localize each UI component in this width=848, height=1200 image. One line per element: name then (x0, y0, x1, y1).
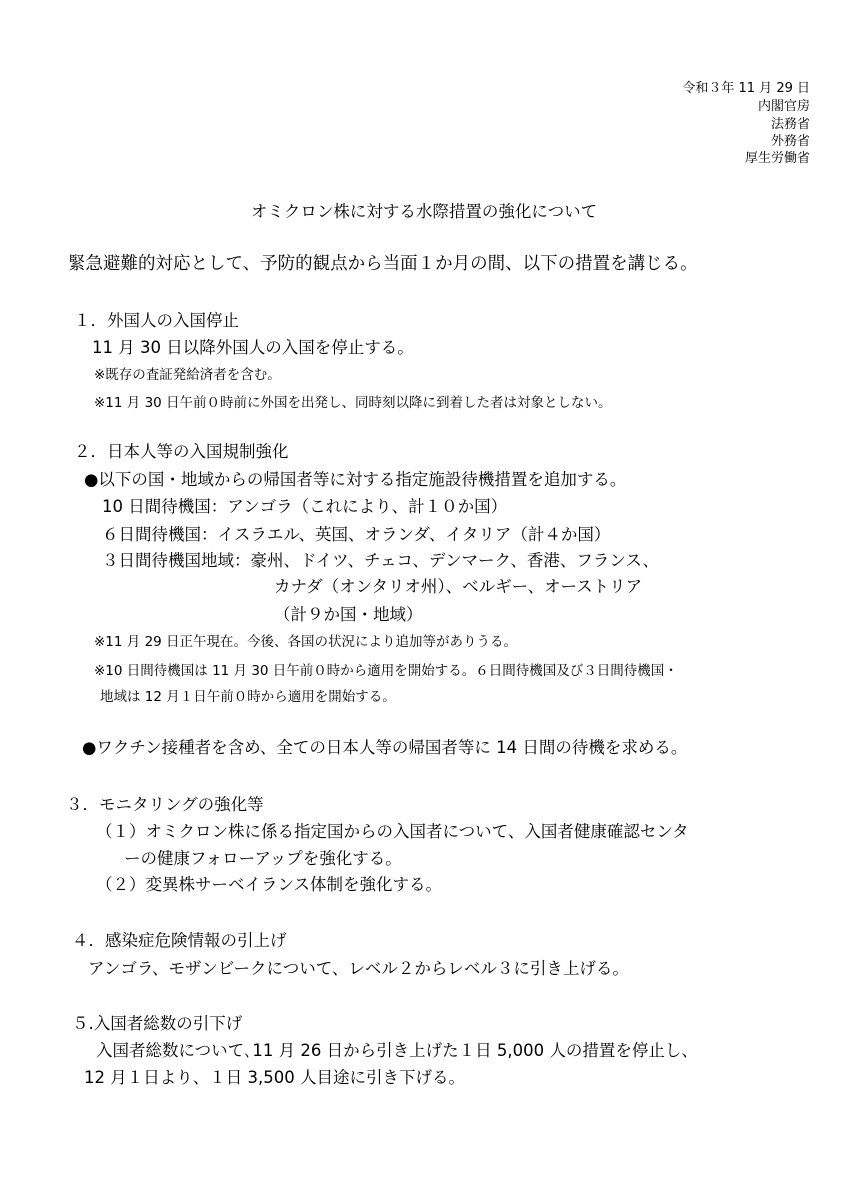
document-date: 令和３年 11 月 29 日 (682, 81, 810, 96)
section2-heading: ２．日本人等の入国規制強化 (74, 442, 289, 461)
section1-heading: １．外国人の入国停止 (74, 311, 239, 330)
section5-heading: ５.入国者総数の引下げ (72, 1014, 243, 1033)
document-title: オミクロン株に対する水際措置の強化について (250, 202, 598, 221)
section5-body-line2: 12 月１日より、１日 3,500 人目途に引き下げる。 (84, 1068, 465, 1087)
section1-note-2: ※11 月 30 日午前０時前に外国を出発し、同時刻以降に到着した者は対象としない。 (94, 395, 612, 411)
section3-item-1-line2: ーの健康フォローアップを強化する。 (124, 849, 402, 868)
section2-note-2-line2: 地域は 12 月１日午前０時から適用を開始する。 (100, 689, 396, 705)
section2-bullet-2: ●ワクチン接種者を含め、全ての日本人等の帰国者等に 14 日間の待機を求める。 (82, 738, 688, 757)
ministry-foreign-affairs: 外務省 (770, 134, 810, 149)
section4-heading: ４．感染症危険情報の引上げ (72, 931, 287, 950)
section2-3day-countries-3: （計９か国・地域） (274, 605, 423, 624)
section1-note-1: ※既存の査証発給済者を含む。 (94, 367, 281, 383)
section4-body: アンゴラ、モザンビークについて、レベル２からレベル３に引き上げる。 (88, 959, 629, 978)
section1-body: 11 月 30 日以降外国人の入国を停止する。 (92, 338, 414, 357)
section2-10day-countries: 10 日間待機国：アンゴラ（これにより、計１０か国） (102, 497, 508, 516)
section2-note-2-line1: ※10 日間待機国は 11 月 30 日午前０時から適用を開始する。６日間待機国及び３日間待機国・ (94, 663, 678, 679)
section2-3day-countries-1: ３日間待機国地域：豪州、ドイツ、チェコ、デンマーク、香港、フランス、 (102, 551, 659, 570)
intro-text: 緊急避難的対応として、予防的観点から当面１か月の間、以下の措置を講じる。 (68, 254, 698, 274)
section3-item-1-line1: （１）オミクロン株に係る指定国からの入国者について、入国者健康確認センタ (96, 822, 689, 841)
section5-body-line1: 入国者総数について､11 月 26 日から引き上げた１日 5,000 人の措置を停止し、 (96, 1041, 698, 1060)
section3-heading: ３．モニタリングの強化等 (66, 795, 264, 814)
ministry-health-labour: 厚生労働省 (744, 151, 810, 166)
section2-note-1: ※11 月 29 日正午現在。今後、各国の状況により追加等がありうる。 (94, 634, 518, 650)
section3-item-2: （２）変異株サーベイランス体制を強化する。 (96, 875, 443, 894)
section2-3day-countries-2: カナダ（オンタリオ州）、ベルギー、オーストリア (274, 577, 643, 596)
section2-6day-countries: ６日間待機国：イスラエル、英国、オランダ、イタリア（計４か国） (102, 525, 611, 544)
ministry-cabinet-secretariat: 内閣官房 (757, 99, 810, 114)
section2-bullet-1: ●以下の国・地域からの帰国者等に対する指定施設待機措置を追加する。 (84, 470, 627, 489)
ministry-justice: 法務省 (770, 117, 810, 132)
